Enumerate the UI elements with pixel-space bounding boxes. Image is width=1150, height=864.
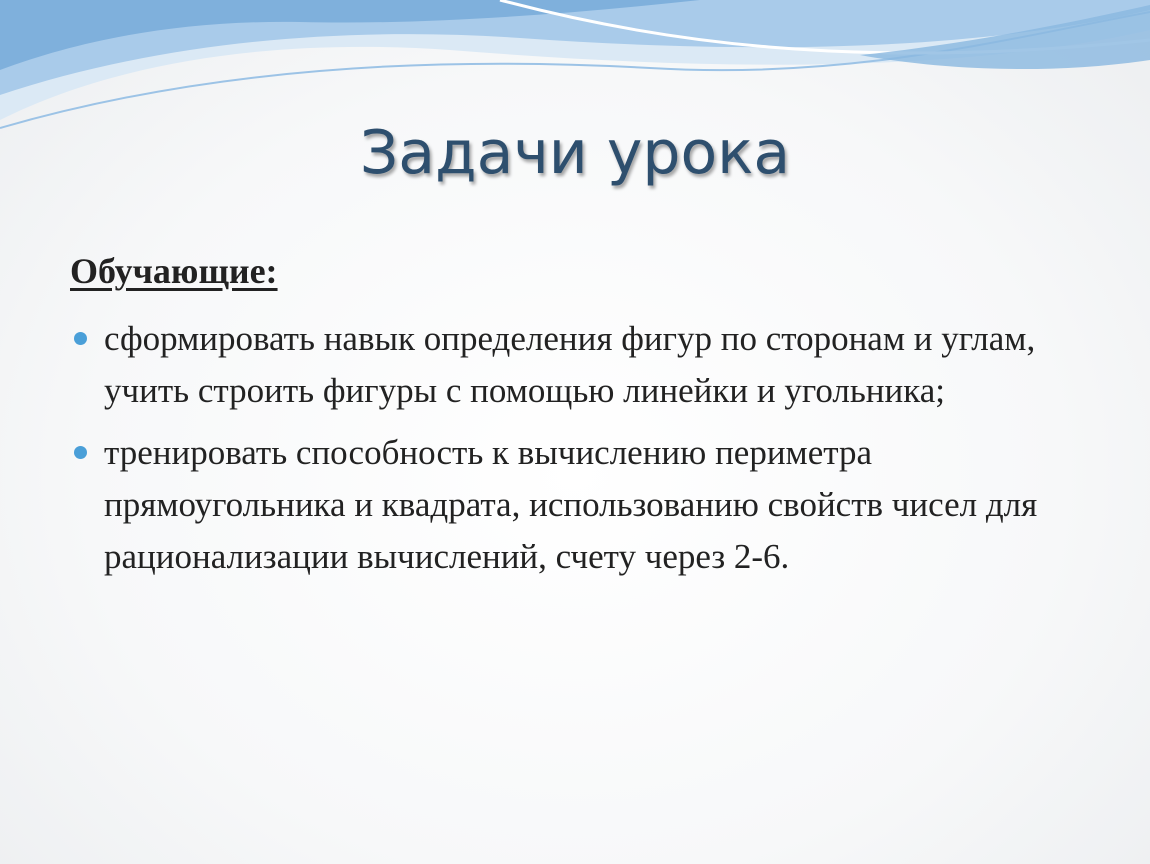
subheading: Обучающие: [70, 251, 278, 291]
bullet-dot-icon [74, 446, 87, 459]
list-item [70, 313, 1100, 417]
bullet-text: тренировать способность к вычислению периметра прямоугольника и квадрата, использованию свойств чисел для рационализации вычислений, счету через 2-6. [104, 433, 1038, 577]
bullet-text: сформировать навык определения фигур по сторонам и углам, учить строить фигуры с помощью линейки и угольника; [104, 319, 1036, 411]
bullet-dot-icon [74, 332, 87, 345]
list-item [70, 427, 1100, 583]
bullet-list [70, 313, 1100, 583]
slide-title: Задачи урока [359, 118, 791, 188]
slide-body [70, 250, 1100, 593]
